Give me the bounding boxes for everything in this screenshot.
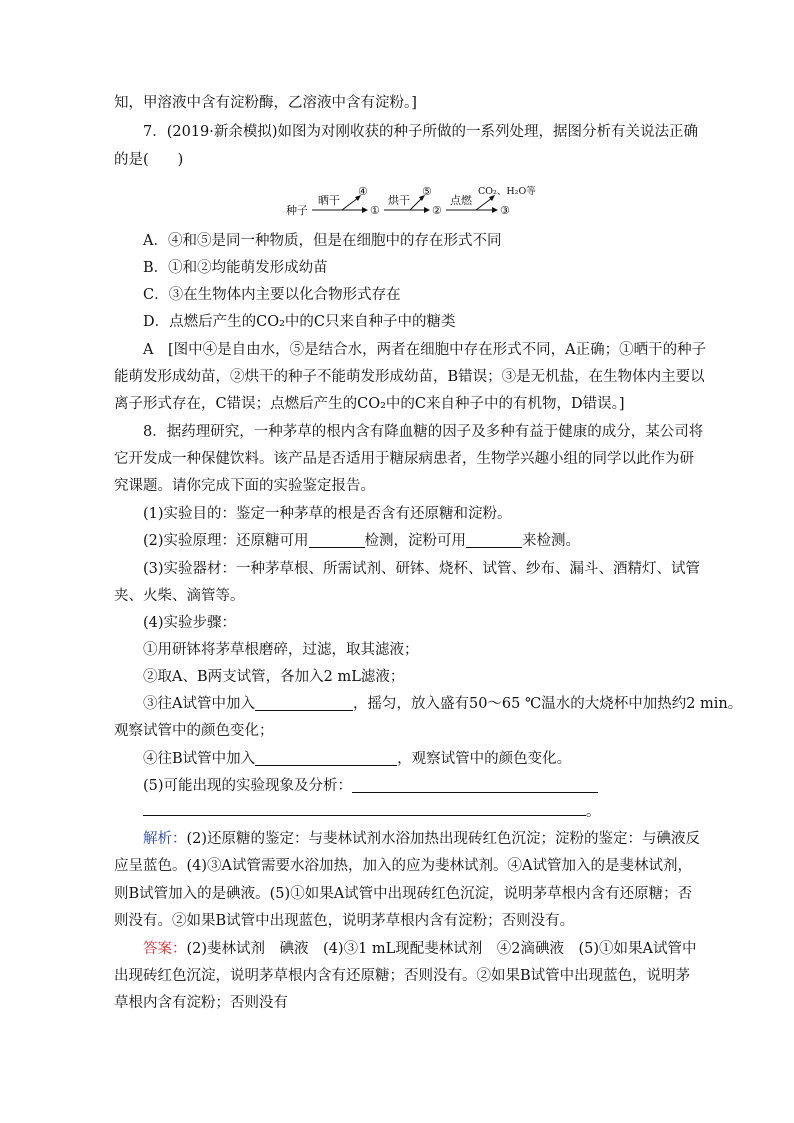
diagram-n5: ⑤: [422, 185, 432, 198]
jiexi-text1: (2)还原糖的鉴定：与斐林试剂水浴加热出现砖红色沉淀；淀粉的鉴定：与碘液反: [186, 831, 701, 847]
blank-phenomena-2: [143, 815, 586, 816]
daan-label: 答案：: [143, 941, 187, 957]
option-c: C．③在生物体内主要以化合物形式存在: [143, 287, 401, 303]
option-b: B．①和②均能萌发形成幼苗: [143, 260, 328, 276]
step-4: [143, 750, 571, 768]
arrow-3-head: [492, 207, 498, 213]
phenomena-label: (5)可能出现的实验现象及分析：: [143, 778, 353, 794]
jiexi-line4: 则没有。②如果B试管中出现蓝色，说明茅草根内含有淀粉；否则没有。: [114, 913, 575, 929]
diagram-step2: 烘干: [388, 194, 410, 207]
diagram-n1: ①: [370, 204, 380, 217]
arrow-1-head: [362, 207, 368, 213]
step-4-text-a: ④往B试管中加入: [143, 751, 256, 767]
jiexi-line1: [143, 830, 700, 848]
question-7-stem-end: 的是( ): [114, 152, 184, 168]
diagram-gas: CO₂、H₂O等: [478, 186, 536, 197]
purpose-line: (1)实验目的：鉴定一种茅草的根是否含有还原糖和淀粉。: [143, 506, 512, 522]
step-4-text-b: ，观察试管中的颜色变化。: [397, 751, 572, 767]
principle-text-c: 来检测。: [522, 533, 581, 549]
principle-line: [143, 532, 580, 550]
blank-step-4: [255, 751, 397, 766]
diagram-seed-label: 种子: [286, 204, 308, 217]
steps-heading: (4)实验步骤：: [143, 615, 237, 631]
phenomena-end: 。: [586, 804, 601, 820]
step-3-cont: 观察试管中的颜色变化；: [114, 723, 274, 739]
blank-reagent-2: [466, 533, 522, 548]
text-line: 知，甲溶液中含有淀粉酶，乙溶液中含有淀粉。]: [114, 95, 417, 111]
question-8-line1: 8．据药理研究，一种茅草的根内含有降血糖的因子及多种有益于健康的成分，某公司将: [143, 424, 704, 440]
step-1: ①用研钵将茅草根磨碎，过滤，取其滤液；: [143, 642, 419, 658]
daan-line2: 出现砖红色沉淀，说明茅草根内含有还原糖；否则没有。②如果B试管中出现蓝色，说明茅: [114, 968, 691, 984]
materials-line2: 夹、火柴、滴管等。: [114, 588, 245, 604]
jiexi-line3: 则B试管加入的是碘液。(5)①如果A试管中出现砖红色沉淀，说明茅草根内含有还原糖；否: [114, 886, 693, 902]
branch-arrow-2: [410, 198, 422, 210]
arrow-2-head: [424, 207, 430, 213]
blank-phenomena-1: [352, 778, 598, 793]
step-3-text-b: ，摇匀，放入盛有50～65 ℃温水的大烧杯中加热约2 min。: [352, 696, 743, 712]
blank-reagent-1: [309, 533, 365, 548]
seed-treatment-diagram: [284, 184, 544, 220]
daan-line3: 草根内含有淀粉；否则没有: [114, 995, 288, 1011]
principle-text-a: (2)实验原理：还原糖可用: [143, 533, 309, 549]
diagram-n4: ④: [358, 185, 368, 198]
step-2: ②取A、B两支试管，各加入2 mL滤液；: [143, 669, 405, 685]
question-8-line3: 究课题。请你完成下面的实验鉴定报告。: [114, 478, 375, 494]
answer-7-line3: 离子形式存在，C错误；点燃后产生的CO₂中的C来自种子中的有机物，D错误。]: [114, 396, 625, 412]
option-a: A．④和⑤是同一种物质，但是在细胞中的存在形式不同: [143, 233, 502, 249]
answer-7-line2: 能萌发形成幼苗，②烘干的种子不能萌发形成幼苗，B错误；③是无机盐，在生物体内主要以: [114, 369, 705, 385]
diagram-step1: 晒干: [318, 194, 340, 207]
question-7-stem: 7．(2019·新余模拟)如图为对刚收获的种子所做的一系列处理，据图分析有关说法正确: [143, 124, 699, 140]
principle-text-b: 检测，淀粉可用: [364, 533, 467, 549]
answer-7-line1: A [图中④是自由水，⑤是结合水，两者在细胞中存在形式不同，A正确；①晒干的种子: [143, 342, 707, 358]
jiexi-line2: 应呈蓝色。(4)③A试管需要水浴加热，加入的应为斐林试剂。④A试管加入的是斐林试剂，: [114, 858, 692, 874]
branch-arrow-1: [342, 198, 358, 210]
option-d: D．点燃后产生的CO₂中的C只来自种子中的糖类: [143, 314, 456, 330]
branch-arrow-3: [476, 198, 492, 210]
phenomena-line: [143, 777, 598, 795]
diagram-n2: ②: [432, 204, 442, 217]
blank-step-3: [255, 696, 353, 711]
jiexi-label: 解析：: [143, 831, 187, 847]
daan-text1: (2)斐林试剂 碘液 (4)③1 mL现配斐林试剂 ④2滴碘液 (5)①如果A试管中: [186, 941, 697, 957]
daan-line1: [143, 940, 697, 958]
diagram-step3: 点燃: [450, 194, 472, 207]
materials-line1: (3)实验器材：一种茅草根、所需试剂、研钵、烧杯、试管、纱布、漏斗、酒精灯、试管: [143, 561, 701, 577]
step-3: [143, 695, 742, 713]
step-3-text-a: ③往A试管中加入: [143, 696, 255, 712]
diagram-n3: ③: [500, 204, 510, 217]
question-8-line2: 它开发成一种保健饮料。该产品是否适用于糖尿病患者，生物学兴趣小组的同学以此作为研: [114, 451, 694, 467]
